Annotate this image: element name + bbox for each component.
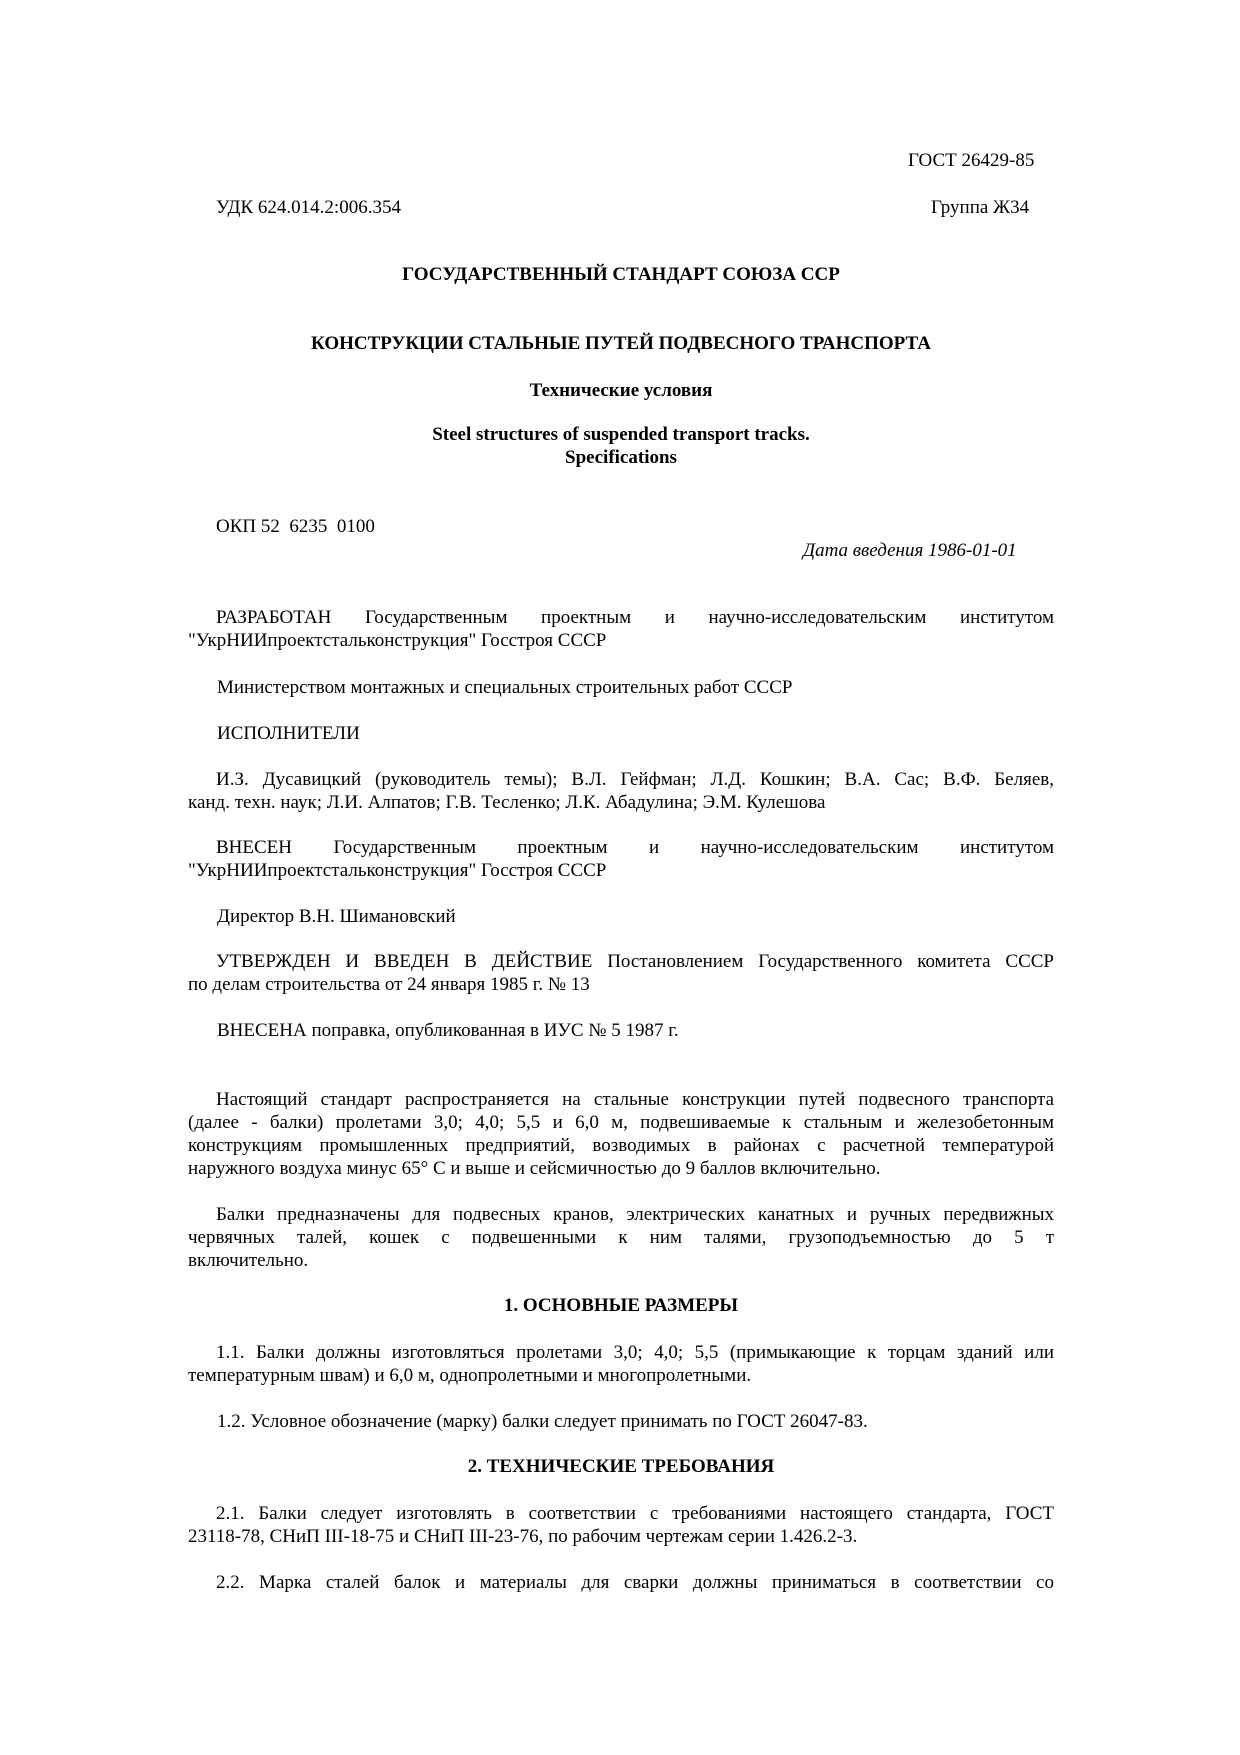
clause-2-2-line-1: 2.2. Марка сталей балок и материалы для сварки должны приниматься в соответствии со: [216, 1572, 1054, 1593]
document-subtitle: Технические условия: [529, 380, 713, 401]
clause-1-1-line-1: 1.1. Балки должны изготовляться пролетами 3,0; 4,0; 5,5 (примыкающие к торцам зданий или: [216, 1342, 1054, 1363]
clause-2-2: [188, 1571, 1054, 1594]
okp-code: ОКП 52 6235 0100: [216, 516, 375, 537]
clause-1-1-line-2: температурным швам) и 6,0 м, однопролетными и многопролетными.: [188, 1365, 752, 1386]
scope-p1-line-3: конструкциям промышленных предприятий, возводимых в районах с расчетной температурой: [188, 1135, 1054, 1156]
director-paragraph: Директор В.Н. Шимановский: [217, 906, 456, 927]
state-standard-title: ГОСУДАРСТВЕННЫЙ СТАНДАРТ СОЮЗА ССР: [402, 264, 840, 285]
amendment-paragraph: ВНЕСЕНА поправка, опубликованная в ИУС № 5 1987 г.: [217, 1020, 679, 1041]
section-2-heading: 2. ТЕХНИЧЕСКИЕ ТРЕБОВАНИЯ: [467, 1456, 775, 1477]
developed-by-line-1: РАЗРАБОТАН Государственным проектным и научно-исследовательским институтом: [216, 607, 1054, 628]
executors-heading: ИСПОЛНИТЕЛИ: [217, 723, 360, 744]
approved-line-2: по делам строительства от 24 января 1985 г. № 13: [188, 974, 590, 995]
introduced-by-paragraph: [188, 836, 1054, 882]
developed-by-line-2: "УкрНИИпроектстальконструкция" Госстроя СССР: [188, 630, 607, 651]
english-title-line-1: Steel structures of suspended transport tracks.: [432, 424, 810, 445]
developed-by-paragraph: [188, 606, 1054, 652]
section-1-heading: 1. ОСНОВНЫЕ РАЗМЕРЫ: [503, 1295, 739, 1316]
group-code: Группа Ж34: [931, 197, 1030, 218]
approved-line-1: УТВЕРЖДЕН И ВВЕДЕН В ДЕЙСТВИЕ Постановлением Государственного комитета СССР: [216, 951, 1054, 972]
ministry-paragraph: Министерством монтажных и специальных строительных работ СССР: [217, 677, 793, 698]
scope-paragraph-1: [188, 1088, 1054, 1180]
executors-paragraph: [188, 768, 1054, 814]
clause-2-1: [188, 1502, 1054, 1548]
scope-p1-line-2: (далее - балки) пролетами 3,0; 4,0; 5,5 и 6,0 м, подвешиваемые к стальным и железобетонным: [188, 1112, 1054, 1133]
clause-2-1-line-2: 23118-78, СНиП III-18-75 и СНиП III-23-76, по рабочим чертежам серии 1.426.2-3.: [188, 1526, 858, 1547]
introduction-date: Дата введения 1986-01-01: [803, 540, 1017, 561]
introduced-by-line-1: ВНЕСЕН Государственным проектным и научно-исследовательским институтом: [216, 837, 1054, 858]
scope-p1-line-4: наружного воздуха минус 65° С и выше и сейсмичностью до 9 баллов включительно.: [188, 1158, 881, 1179]
executors-line-1: И.З. Дусавицкий (руководитель темы); В.Л. Гейфман; Л.Д. Кошкин; В.А. Сас; В.Ф. Беляев,: [216, 769, 1054, 790]
introduced-by-line-2: "УкрНИИпроектстальконструкция" Госстроя СССР: [188, 860, 607, 881]
scope-p2-line-1: Балки предназначены для подвесных кранов, электрических канатных и ручных передвижных: [216, 1204, 1054, 1225]
udk-code: УДК 624.014.2:006.354: [216, 197, 401, 218]
executors-line-2: канд. техн. наук; Л.И. Алпатов; Г.В. Тесленко; Л.К. Абадулина; Э.М. Кулешова: [188, 792, 826, 813]
gost-number: ГОСТ 26429-85: [908, 150, 1035, 171]
scope-paragraph-2: [188, 1203, 1054, 1272]
clause-1-2: 1.2. Условное обозначение (марку) балки следует принимать по ГОСТ 26047-83.: [217, 1411, 868, 1432]
scope-p2-line-2: червячных талей, кошек с подвешенными к ним талями, грузоподъемностью до 5 т: [188, 1227, 1054, 1248]
scope-p2-line-3: включительно.: [188, 1250, 309, 1271]
document-main-title: КОНСТРУКЦИИ СТАЛЬНЫЕ ПУТЕЙ ПОДВЕСНОГО ТРАНСПОРТА: [311, 333, 931, 354]
clause-1-1: [188, 1341, 1054, 1387]
approved-paragraph: [188, 950, 1054, 996]
clause-2-1-line-1: 2.1. Балки следует изготовлять в соответствии с требованиями настоящего стандарта, ГОСТ: [216, 1503, 1054, 1524]
english-title-line-2: Specifications: [565, 447, 677, 468]
scope-p1-line-1: Настоящий стандарт распространяется на стальные конструкции путей подвесного транспорта: [216, 1089, 1054, 1110]
